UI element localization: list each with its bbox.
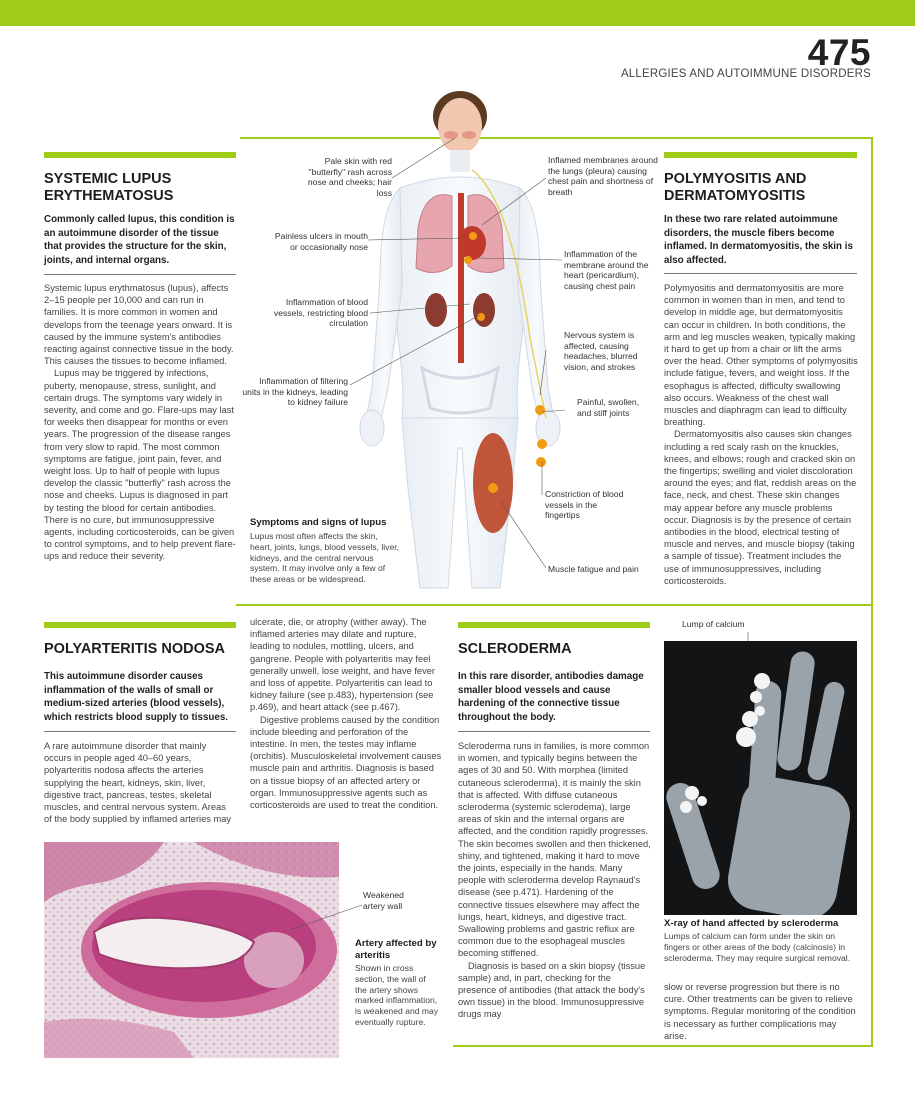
callout-fingertips: Constriction of blood vessels in the fingertips [545, 489, 624, 520]
polymyositis-intro: In these two rare related autoimmune disorders, the muscle fibers become inflamed. In dermatomyositis, the skin is also affected. [664, 214, 853, 266]
polymyositis-para-2: Dermatomyositis also causes skin changes including a red scaly rash on the knuckles, knees, and elbows; rough and cracked skin on the fingertips; swelling and violet discoloration around the eyes; and flat, reddish areas on the face, neck, and chest. These skin changes may appear before any muscle problems occur. Diagnosis is by the presence of certain antibodies in the blood, electrical testing of muscle and nerves, and muscle biopsy (taking a sample of tissue). Treatment includes the use of immunosuppressives, including corticosteroids. [664, 429, 857, 586]
callout-ulcers: Painless ulcers in mouth or occasionally nose [274, 231, 368, 252]
xray-caption-title: X-ray of hand affected by scleroderma [664, 918, 839, 929]
callout-pleura: Inflamed membranes around the lungs (pleura) causing chest pain and shortness of breath [548, 155, 658, 197]
page-number: 475 [807, 32, 871, 73]
scleroderma-para-1: Scleroderma runs in families, is more common in women, and typically begins between the ages of 30 and 50. With morphea (limited cutaneous scleroderma), it is mainly the skin that is affected. With diffuse cutaneous scleroderma (systemic sclerodema), large areas of skin and the internal organs are affected, and the condition rapidly progresses. The skin becomes swollen and then thickened, shiny, and tightened, making it hard to move the joints, especially in the hands. Many people with scleroderma develop Raynaud's disease (see p.471). Hardening of the connective tissues elsewhere may affect the lungs, heart, kidneys, and digestive tract. Swallowing problems and gastric reflux are common due to the esophageal muscles becoming stiffened. [458, 741, 651, 959]
callout-joints: Painful, swollen, and stiff joints [577, 397, 640, 418]
xray-label: Lump of calcium [682, 619, 745, 629]
callout-pericardium: Inflammation of the membrane around the heart (pericardium), causing chest pain [564, 249, 649, 291]
polyarteritis-col2-para-2: Digestive problems caused by the condition include bleeding and perforation of the intestine. In men, the testes may inflame (orchitis). Musculoskeletal involvement causes muscle pain and arthritis. Diagnosis is based on a tissue biopsy of an affected artery or organ. Immunosuppressive agents such as corticosteroids are used to treat the condition. [250, 714, 442, 811]
artery-caption-text: Shown in cross section, the wall of the artery shows marked inflammation, is weakened and may eventually rupture. [355, 963, 439, 1027]
callout-nervous: Nervous system is affected, causing headaches, blurred vision, and strokes [564, 330, 638, 372]
polyarteritis-para-1: A rare autoimmune disorder that mainly occurs in people aged 40–60 years, polyarteritis nodosa affects the arteries supplying the heart, kidneys, skin, liver, digestive tract, pancreas, testes, skeletal muscles, and central nervous system. Areas of the body supplied by inflamed arteries may [44, 741, 232, 825]
chapter-title: ALLERGIES AND AUTOIMMUNE DISORDERS [620, 68, 871, 80]
lupus-para-2: Lupus may be triggered by infections, puberty, menopause, stress, sunlight, and certain drugs. The symptoms vary widely in severity, and come and go. Flare-ups may last for weeks then disappear for months or even years. The progression of the disease ranges from very slow to rapid. The most common symptoms are fatigue, joint pain, fever, and weight loss. Up to half of people with lupus develop the classic "butterfly" rash across the nose and cheeks. Lupus is diagnosed in part by testing the blood for certain antibodies. There is no cure, but immunosuppressive agents, including corticosteroids, can be given to control symptoms, and to help prevent flare-ups and reduce their severity. [44, 368, 236, 562]
callout-vessels: Inflammation of blood vessels, restricting blood circulation [273, 297, 368, 328]
scleroderma-col2-para: slow or reverse progression but there is no cure. Other treatments can be given to relieve symptoms. Regular monitoring of the condition is necessary as further complications may arise. [664, 982, 856, 1041]
lupus-title-line1: SYSTEMIC LUPUS [44, 171, 172, 187]
lupus-title-line2: ERYTHEMATOSUS [44, 188, 174, 204]
scleroderma-intro: In this rare disorder, antibodies damage smaller blood vessels and cause hardening of the connective tissue throughout the body. [458, 671, 644, 723]
lupus-figure-caption-text: Lupus most often affects the skin, heart, joints, lungs, blood vessels, liver, kidneys, and the central nervous system. It may involve only a few of these areas or be widespread. [250, 531, 400, 585]
polyarteritis-intro: This autoimmune disorder causes inflammation of the walls of small or medium-sized arteries (blood vessels), which restricts blood supply to tissues. [44, 671, 228, 723]
lupus-figure-caption-title: Symptoms and signs of lupus [250, 517, 387, 528]
callout-rash: Pale skin with red "butterfly" rash across nose and cheeks; hair loss [307, 156, 392, 198]
lupus-intro: Commonly called lupus, this condition is an autoimmune disorder of the tissue that provides the structure for the skin, joints, and internal organs. [44, 214, 235, 266]
lupus-para-1: Systemic lupus erythmatosus (lupus), affects 2–15 people per 10,000 and can run in families. It is more common in women and develops from the teenage years onward. It is caused by the immune system's antibodies reacting against connective tissue in the body. This causes the tissues to become inflamed. [44, 283, 234, 367]
polymyositis-para-1: Polymyositis and dermatomyositis are more common in women than in men, and tend to develop in middle age, but dermatomyositis can occur in children. In both conditions, the arm and leg muscles weaken, typically making it hard to get up from a chair or lift the arms over the head. Other symptoms of polymyositis include fatigue, fevers, and weight loss. If the esophagus is affected, difficulty swallowing also occurs. Weakness of the chest wall muscles and diaphragm can lead to difficulty breathing. [664, 283, 858, 428]
polyarteritis-title: POLYARTERITIS NODOSA [44, 641, 226, 657]
xray-caption-text: Lumps of calcium can form under the skin on fingers or other areas of the body (calcinosis) in scleroderma. They may require surgical removal. [664, 931, 851, 963]
callout-kidney: Inflammation of filtering units in the kidneys, leading to kidney failure [242, 376, 348, 407]
scleroderma-para-2: Diagnosis is based on a skin biopsy (tissue sample) and, in part, checking for the presence of antibodies (that attack the body's own tissue) in the blood. Immunosuppressive drugs may [458, 960, 646, 1020]
xray-hand-image [664, 641, 857, 915]
scleroderma-title: SCLERODERMA [458, 641, 572, 657]
callout-muscle: Muscle fatigue and pain [548, 564, 639, 574]
artery-label: Weakened artery wall [363, 890, 404, 911]
artery-caption-title: Artery affected by arteritis [355, 938, 437, 961]
polyarteritis-col2-para-1: ulcerate, die, or atrophy (wither away). The inflamed arteries may dilate and rupture, leading to nodules, mottling, ulcers, and gangrene. People with polyarteritis may feel generally unwell, lose weight, and have fever and loss of appetite. Polyarteritis can lead to kidney failure (see p.483), hypertension (see p.469), and heart attack (see p.467). [250, 617, 436, 713]
polymyositis-title-line2: DERMATOMYOSITIS [664, 188, 806, 204]
polymyositis-title-line1: POLYMYOSITIS AND [664, 171, 807, 187]
